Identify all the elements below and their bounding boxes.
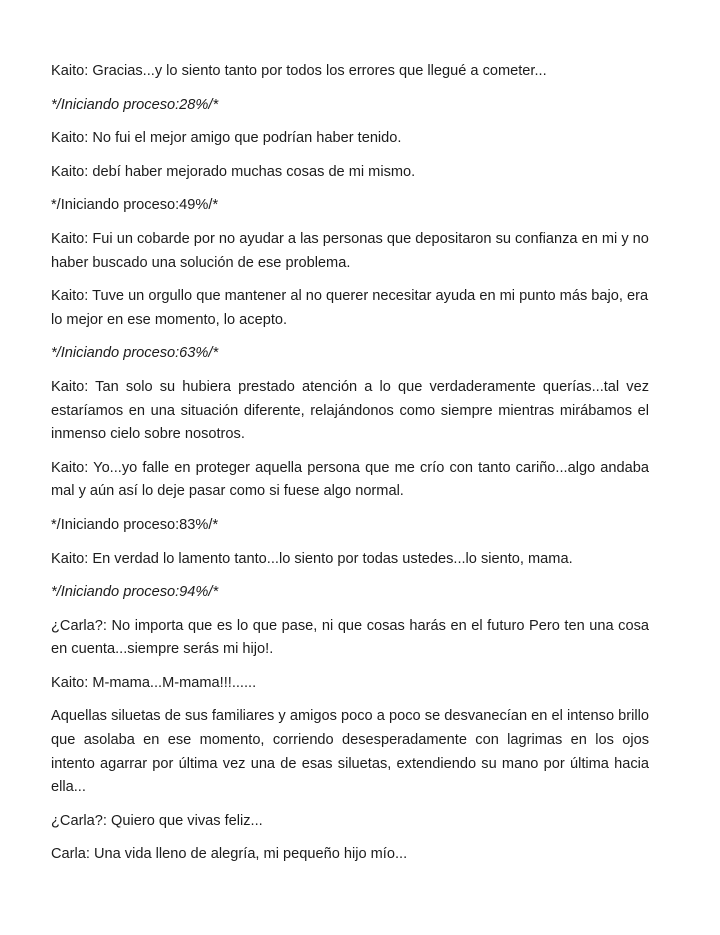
process-status-line: */Iniciando proceso:83%/* [51, 516, 219, 533]
dialogue-line: Kaito: Gracias...y lo siento tanto por todos los errores que llegué a cometer... [51, 63, 547, 79]
dialogue-line: Kaito: Tan solo su hubiera prestado atención a lo que verdaderamente querías...tal vez estaríamos en una situación diferente, relajándonos como siempre mientras mirábamos el inmenso cielo sobre nosotros. [51, 378, 649, 443]
process-status-line: */Iniciando proceso:63%/* [51, 345, 219, 362]
process-status-line: */Iniciando proceso:49%/* [51, 197, 219, 214]
dialogue-line: Kaito: debí haber mejorado muchas cosas de mi mismo. [51, 163, 416, 180]
document-body [51, 60, 649, 877]
dialogue-line: Kaito: No fui el mejor amigo que podrían haber tenido. [51, 130, 402, 147]
process-status-line: */Iniciando proceso:28%/* [51, 96, 219, 113]
process-status-line: */Iniciando proceso:94%/* [51, 584, 219, 601]
dialogue-line: ¿Carla?: Quiero que vivas feliz... [51, 812, 263, 829]
dialogue-line: Kaito: Yo...yo falle en proteger aquella persona que me crío con tanto cariño...algo andaba mal y aún así lo deje pasar como si fuese algo normal. [51, 459, 649, 500]
dialogue-line: Kaito: Tuve un orgullo que mantener al no querer necesitar ayuda en mi punto más bajo, era lo mejor en ese momento, lo acepto. [51, 288, 649, 328]
narration-paragraph: Aquellas siluetas de sus familiares y amigos poco a poco se desvanecían en el intenso brillo que asolaba en ese momento, corriendo desesperadamente con lagrimas en los ojos intento agarrar por última vez una de esas siluetas, extendiendo su mano por última hacia ella... [51, 708, 649, 796]
dialogue-line: Kaito: Fui un cobarde por no ayudar a las personas que depositaron su confianza en mi y no haber buscado una solución de ese problema. [51, 230, 649, 271]
dialogue-line: Kaito: M-mama...M-mama!!!...... [51, 674, 257, 691]
dialogue-line: ¿Carla?: No importa que es lo que pase, ni que cosas harás en el futuro Pero ten una cosa en cuenta...siempre serás mi hijo!. [51, 617, 649, 658]
dialogue-line: Carla: Una vida lleno de alegría, mi pequeño hijo mío... [51, 846, 408, 863]
dialogue-line: Kaito: En verdad lo lamento tanto...lo siento por todas ustedes...lo siento, mama. [51, 550, 573, 567]
